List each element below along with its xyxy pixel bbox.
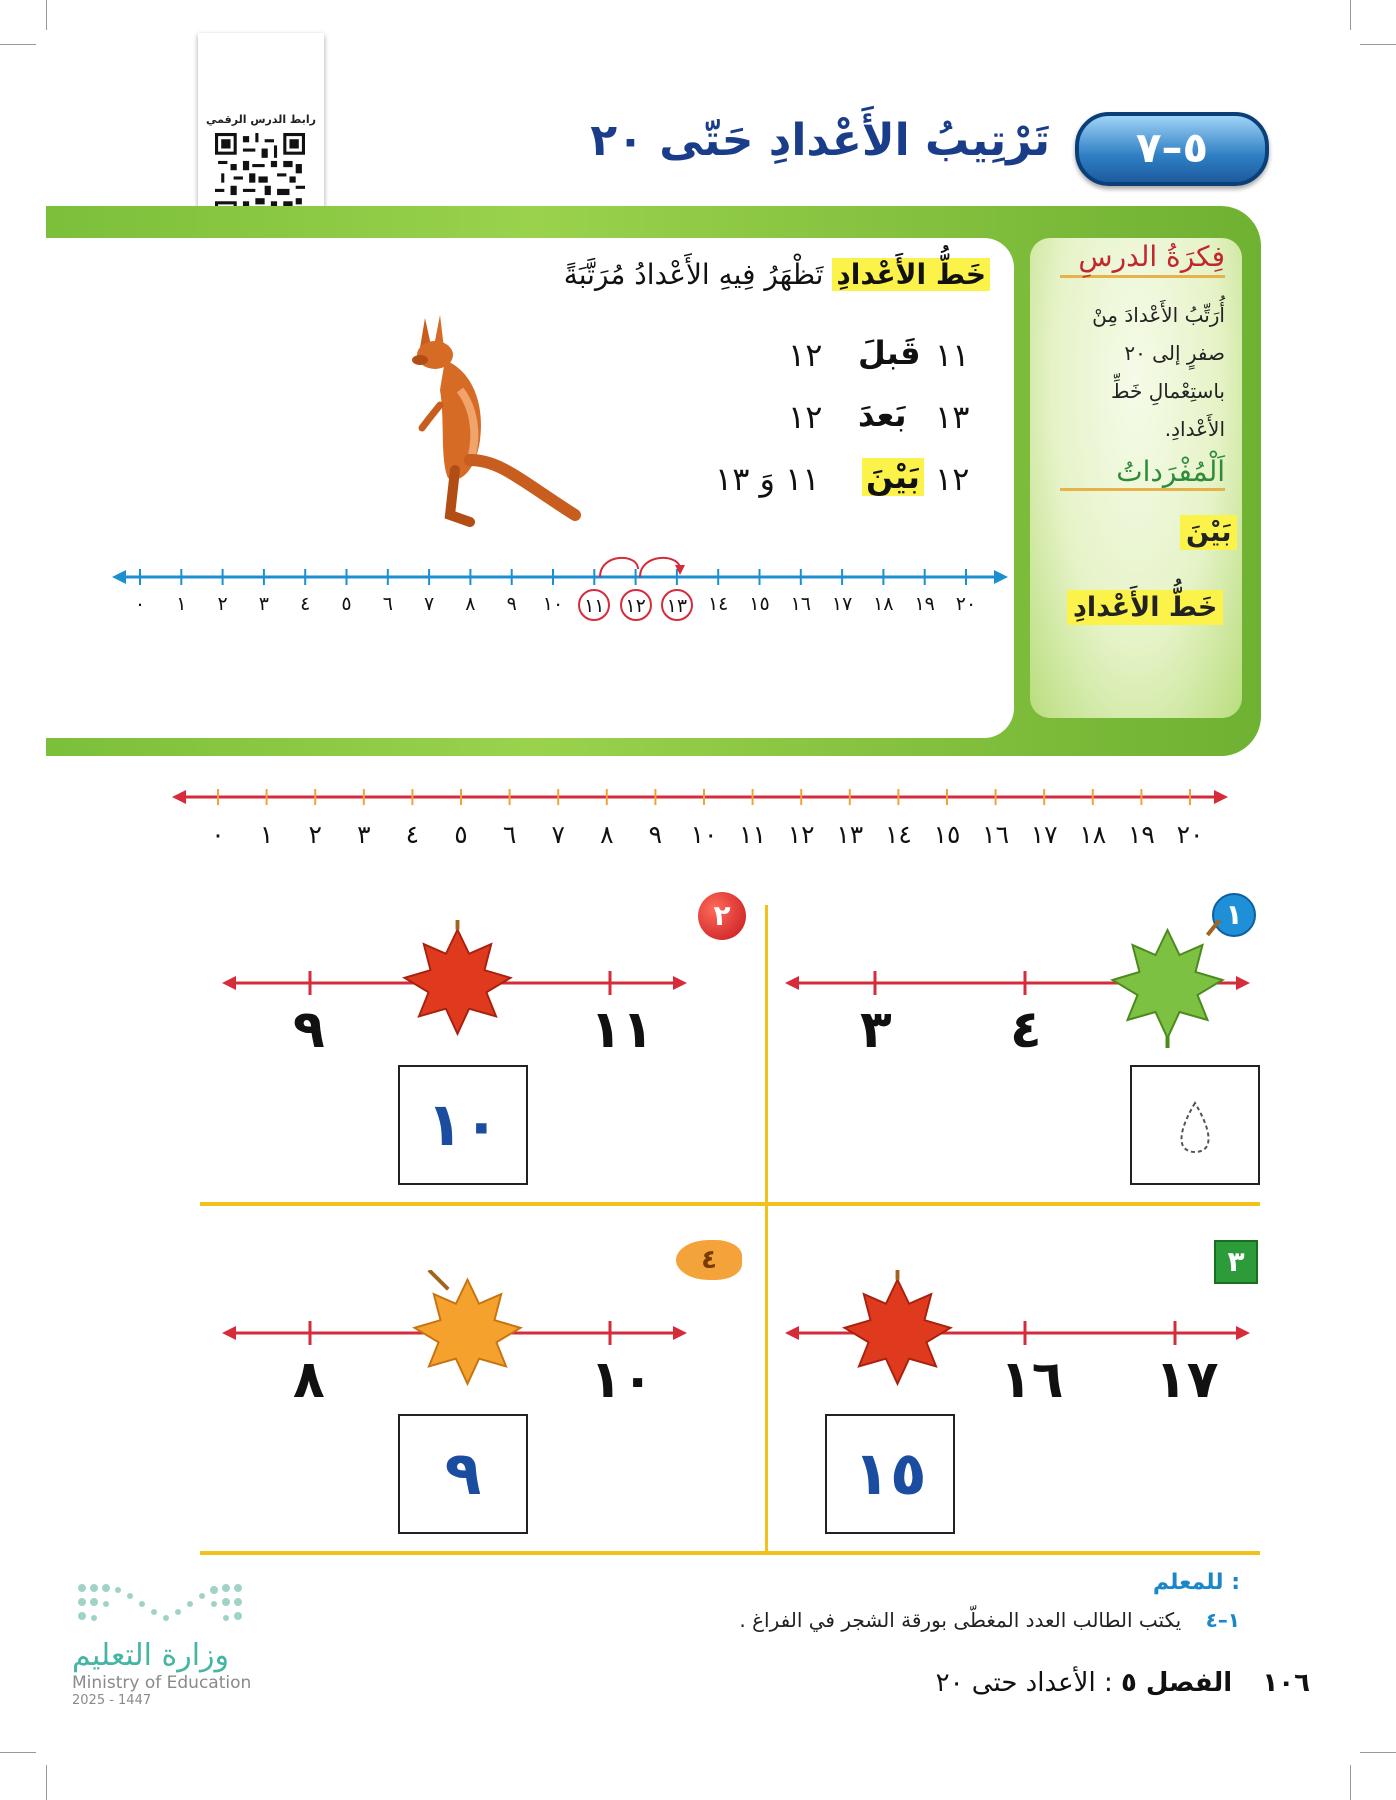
reference-number-line-ticks	[218, 789, 1190, 805]
number-line-label: ٢٠	[955, 593, 977, 615]
ministry-name-arabic: وزارة التعليم	[72, 1638, 230, 1673]
reference-number-label: ١٣	[836, 820, 864, 849]
number-line-ticks	[140, 569, 966, 585]
ministry-dots-icon	[72, 1578, 252, 1634]
reference-number-label: ٣	[357, 820, 371, 849]
definition-term: خَطُّ الأَعْدادِ	[832, 258, 990, 291]
reference-number-label: ٩	[648, 820, 663, 849]
reference-number-label: ٧	[551, 820, 565, 849]
example-word: قَبلَ	[858, 334, 921, 372]
circled-number-label: ١١	[578, 589, 610, 621]
vocabulary-heading: اَلْمُفْرَداتُ	[1060, 455, 1225, 491]
reference-number-label: ٦	[502, 820, 517, 849]
number-line-label: ١٨	[873, 593, 894, 615]
teacher-note-ref: ١–٤	[1205, 1608, 1240, 1632]
exercise-divider	[765, 905, 768, 1555]
orange-leaf-icon	[400, 1270, 535, 1405]
reference-number-label: ٨	[600, 820, 614, 849]
trace-five-icon	[1175, 1098, 1215, 1158]
fish-badge-icon: ٤	[676, 1240, 742, 1280]
number-line-label: ١	[176, 593, 187, 615]
reference-number-label: ٢٠	[1176, 820, 1204, 849]
red-leaf-icon	[825, 1270, 970, 1405]
example-left-number: ١١	[935, 336, 970, 374]
teacher-note	[660, 1608, 1240, 1632]
number-line-definition	[540, 258, 990, 291]
example-right-number: ١٢	[788, 398, 823, 436]
exercise-left-number: ٣	[860, 1000, 892, 1060]
ministry-name-english: Ministry of Education	[72, 1673, 252, 1693]
reference-number-line	[170, 780, 1230, 814]
exercise-number-badge: ١	[1212, 893, 1256, 937]
teacher-note-text: يكتب الطالب العدد المغطّى بورقة الشجر في الفراغ .	[739, 1608, 1182, 1632]
reference-number-label: ٢	[308, 820, 322, 849]
reference-number-label: ١٨	[1079, 820, 1107, 849]
lesson-title: تَرْتِيبُ الأَعْدادِ حَتّى ٢٠	[590, 115, 1050, 166]
reference-number-label: ١	[259, 820, 274, 849]
answer-box[interactable]	[1130, 1065, 1260, 1185]
exercise-divider	[200, 1551, 1260, 1555]
reference-number-label: ١٩	[1127, 820, 1155, 849]
ministry-logo	[72, 1578, 262, 1708]
number-line-label: ٥	[341, 593, 352, 615]
answer-box[interactable]: ١٠	[398, 1065, 528, 1185]
reference-number-label: ١٤	[884, 820, 912, 849]
qr-label: رابط الدرس الرقمي	[206, 113, 316, 126]
circled-number-label: ١٣	[661, 589, 693, 621]
number-line-label: ١٤	[707, 593, 729, 615]
example-word-highlight: بَيْنَ	[862, 458, 924, 496]
hop-arrow-icon	[640, 558, 680, 577]
number-line-label: ١٥	[749, 593, 770, 615]
vocabulary-word: بَيْنَ	[1180, 515, 1237, 550]
chapter-label: الفصل ٥	[1120, 1668, 1233, 1698]
answer-box[interactable]: ١٥	[825, 1414, 955, 1534]
hop-arrow-icon	[600, 558, 638, 577]
number-line-label: ٤	[300, 593, 311, 615]
teacher-note-label: للمعلم :	[1152, 1570, 1240, 1595]
reference-number-label: ٥	[454, 820, 468, 849]
definition-text: تَظْهَرُ فِيهِ الأَعْدادُ مُرَتَّبَةً	[563, 258, 824, 291]
lesson-number-badge: ٥–٧	[1075, 112, 1269, 186]
ministry-year: 2025 - 1447	[72, 1693, 152, 1708]
green-leaf-icon	[1105, 920, 1230, 1060]
reference-number-label: ١٠	[690, 820, 718, 849]
reference-number-label: ١٦	[982, 820, 1010, 849]
exercise-number-badge: ٣	[1214, 1240, 1258, 1284]
lesson-idea-text: أُرَتِّبُ الأَعْدادَ مِنْ صفرٍ إلى ٢٠ باستِعْمالِ خَطِّ الأَعْدادِ.	[1092, 303, 1225, 441]
exercise-right-number: ٤	[1010, 1000, 1042, 1060]
vocabulary-word: خَطُّ الأَعْدادِ	[1067, 590, 1223, 625]
red-leaf-icon	[385, 920, 530, 1055]
number-line-label: ٨	[465, 593, 476, 615]
number-line-label: ١٠	[542, 593, 564, 615]
exercise-left-number: ٨	[293, 1350, 325, 1410]
reference-number-label: ١٥	[933, 820, 961, 849]
number-line-label: ٢	[217, 593, 228, 615]
number-line-label: ١٧	[831, 593, 853, 615]
example-right-number: ١٢	[788, 336, 823, 374]
number-line-label: ٠	[134, 593, 146, 615]
example-left-number: ١٢	[935, 460, 970, 498]
kangaroo-illustration	[400, 310, 600, 530]
circled-number-label: ١٢	[620, 589, 652, 621]
answer-box[interactable]: ٩	[398, 1414, 528, 1534]
number-line-label: ٣	[258, 593, 269, 615]
exercise-divider	[200, 1202, 1260, 1206]
number-line-label: ٧	[423, 593, 435, 615]
example-right-number: ١١ وَ ١٣	[715, 460, 820, 498]
reference-number-label: ١٢	[787, 820, 815, 849]
exercise-left-number: ٩	[293, 1000, 325, 1060]
number-line-label: ٦	[382, 593, 393, 615]
reference-number-label: ١٧	[1030, 820, 1058, 849]
example-left-number: ١٣	[935, 398, 970, 436]
apple-badge-icon: ٢	[698, 892, 746, 940]
example-word: بَعدَ	[858, 396, 907, 434]
reference-number-label: ٠	[211, 820, 225, 849]
reference-number-label: ١١	[739, 820, 767, 849]
number-line-label: ٩	[506, 593, 517, 615]
reference-number-label: ٤	[405, 820, 420, 849]
exercise-right-number: ١٧	[1155, 1350, 1219, 1410]
exercise-left-number: ١٦	[1000, 1350, 1064, 1410]
number-line-label: ١٩	[914, 593, 935, 615]
exercise-right-number: ١٠	[590, 1350, 654, 1410]
chapter-title: : الأعداد حتى ٢٠	[935, 1668, 1113, 1698]
page-footer	[880, 1668, 1310, 1698]
exercise-right-number: ١١	[590, 1000, 654, 1060]
number-line-label: ١٦	[790, 593, 811, 615]
page-number: ١٠٦	[1262, 1668, 1310, 1698]
lesson-idea-heading: فِكرَةُ الدرسِ	[1060, 240, 1225, 278]
